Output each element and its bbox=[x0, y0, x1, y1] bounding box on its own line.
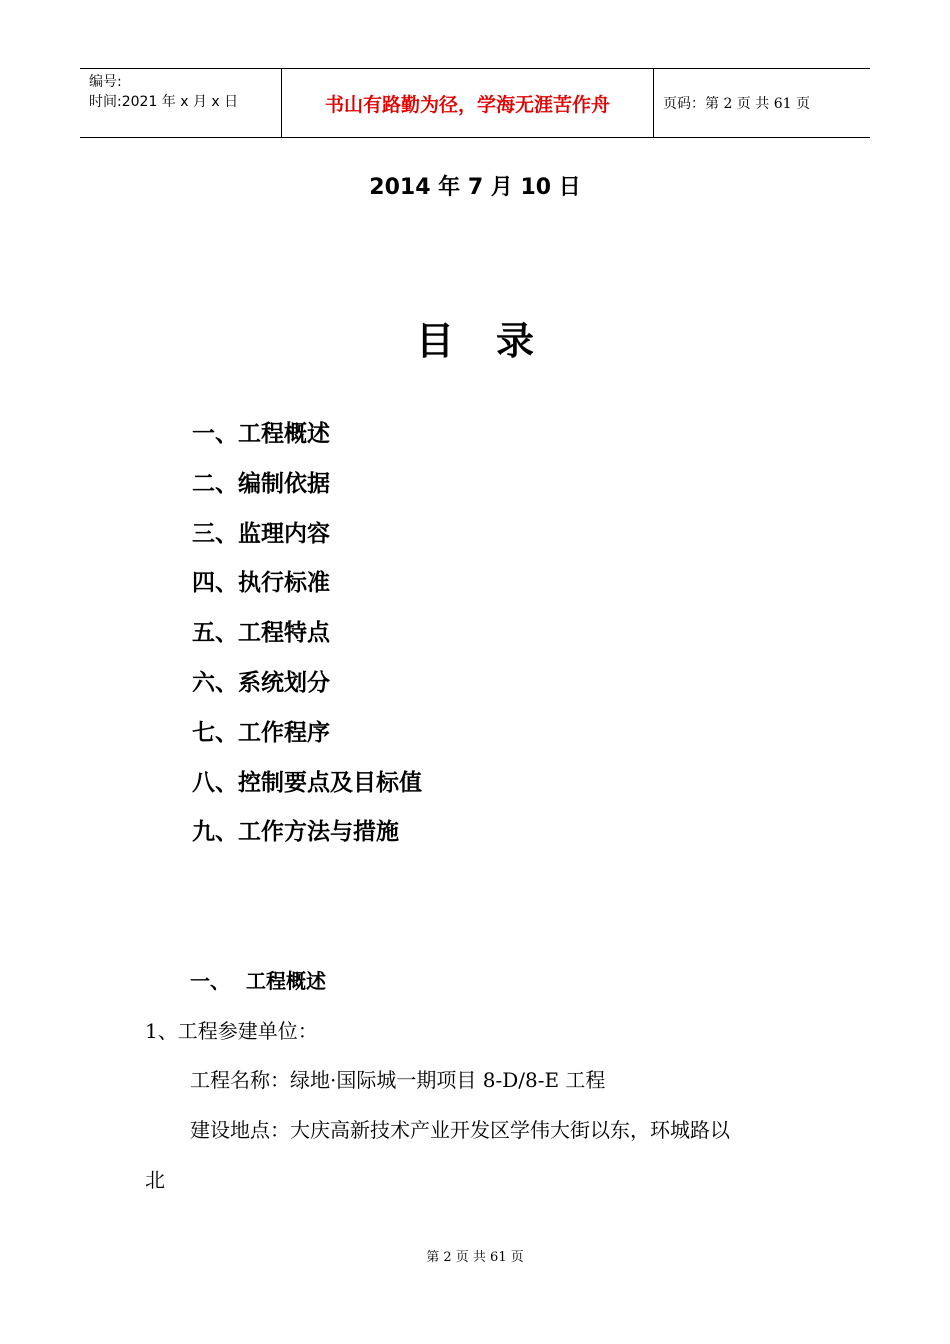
header-meta bbox=[80, 69, 282, 137]
toc-title: 目录 bbox=[415, 319, 576, 363]
toc-item: 一、工程概述 bbox=[192, 421, 330, 447]
time-label: 时间:2021 年 x 月 x 日 bbox=[89, 94, 239, 110]
toc-item: 二、编制依据 bbox=[192, 470, 330, 497]
body-paragraph: 1、工程参建单位： bbox=[145, 1019, 318, 1043]
section-heading bbox=[190, 965, 326, 994]
body-paragraph: 工程名称：绿地·国际城一期项目 8-D/8-E 工程 bbox=[190, 1068, 606, 1092]
section-number: 一、 bbox=[190, 969, 230, 993]
body-paragraph: 北 bbox=[145, 1168, 165, 1192]
toc-list bbox=[192, 415, 422, 863]
toc-item: 九、工作方法与措施 bbox=[192, 819, 399, 846]
page-header bbox=[80, 68, 870, 138]
body-paragraph: 建设地点：大庆高新技术产业开发区学伟大街以东，环城路以 bbox=[190, 1118, 730, 1142]
section-title: 工程概述 bbox=[246, 969, 326, 993]
toc-item: 五、工程特点 bbox=[192, 620, 330, 647]
number-label: 编号: bbox=[89, 74, 122, 90]
header-motto: 书山有路勤为径，学海无涯苦作舟 bbox=[282, 69, 654, 137]
toc-item: 八、控制要点及目标值 bbox=[192, 769, 422, 796]
toc-item: 七、工作程序 bbox=[192, 719, 330, 746]
header-page-info: 页码：第 2 页 共 61 页 bbox=[663, 96, 810, 112]
toc-item: 三、监理内容 bbox=[192, 520, 330, 547]
page-footer: 第 2 页 共 61 页 bbox=[426, 1250, 524, 1265]
document-date: 2014 年 7 月 10 日 bbox=[369, 175, 581, 200]
toc-item: 四、执行标准 bbox=[192, 570, 330, 597]
toc-item: 六、系统划分 bbox=[192, 669, 330, 696]
